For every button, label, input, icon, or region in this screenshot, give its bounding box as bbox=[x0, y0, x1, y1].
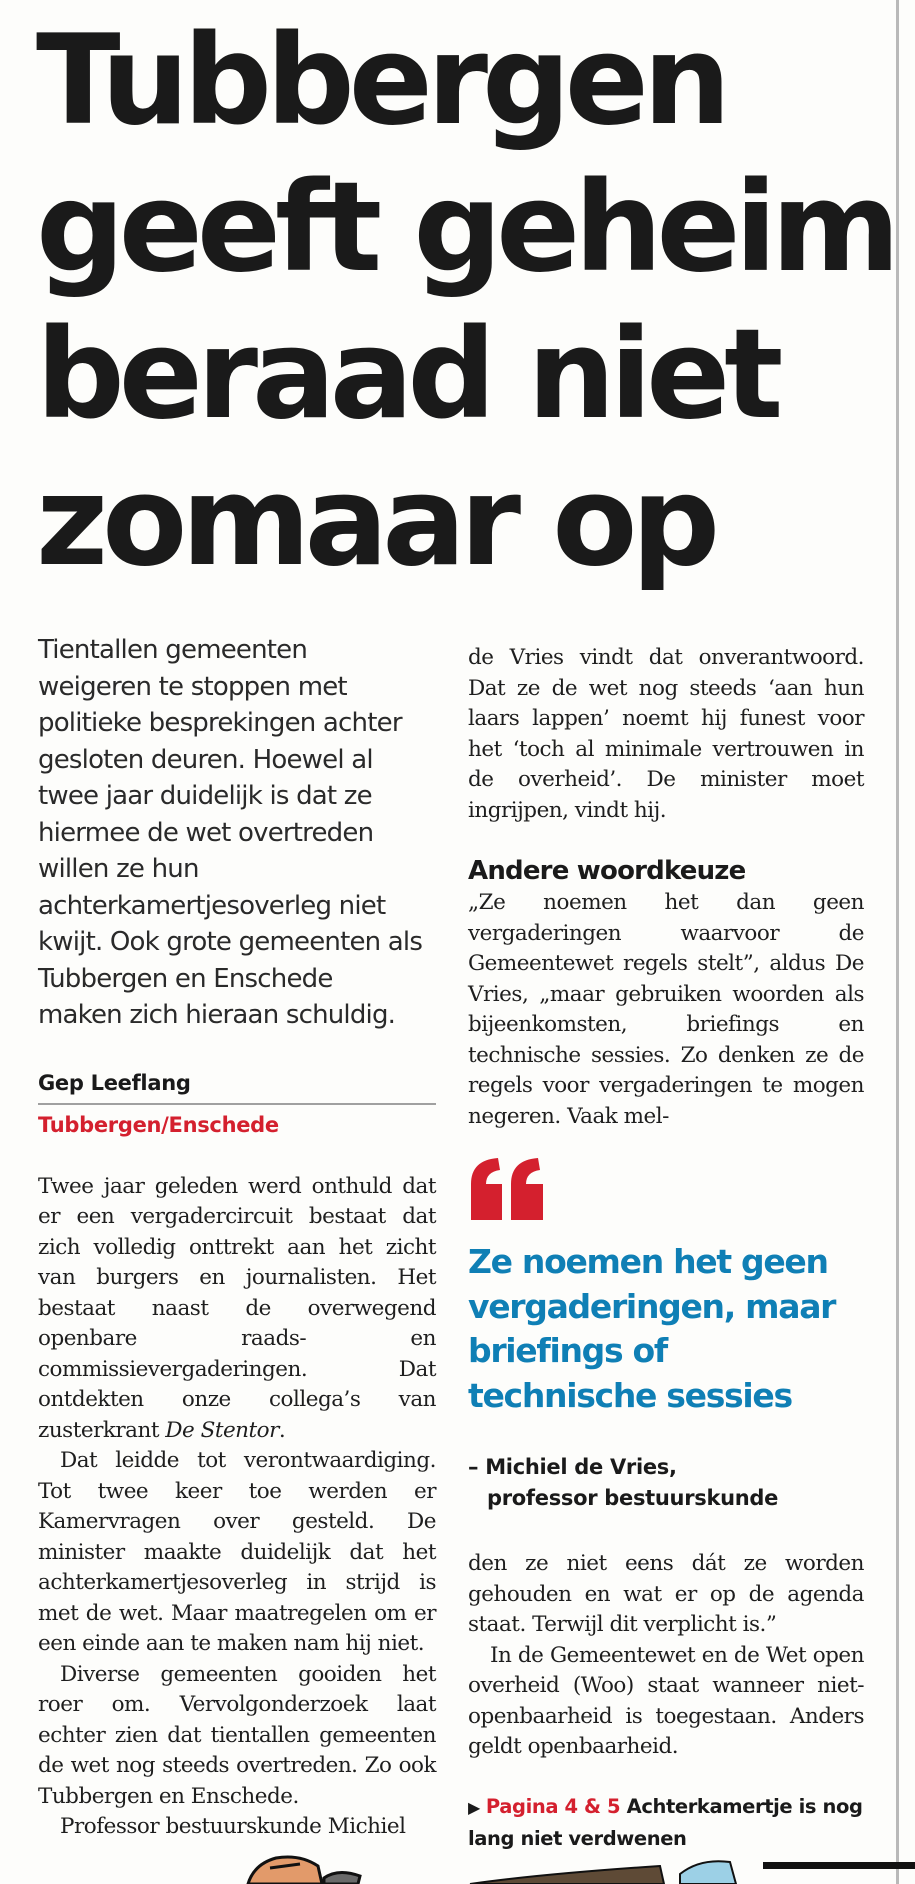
headline-line: beraad niet bbox=[36, 303, 778, 447]
headline-line: Tubbergen bbox=[36, 9, 726, 153]
intro-line: willen ze hun bbox=[38, 854, 199, 884]
newspaper-name: De Stentor bbox=[165, 1417, 279, 1443]
location-tag: Tubbergen/Enschede bbox=[38, 1112, 279, 1137]
pull-quote-line: Ze noemen het geen bbox=[468, 1242, 828, 1281]
pull-quote-line: vergaderingen, maar bbox=[468, 1286, 836, 1326]
body-paragraph: In de Gemeentewet en de Wet open overheid (Woo) staat wanneer niet-openbaarheid is toegestaan. Anders geldt openbaarheid. bbox=[468, 1642, 864, 1759]
attribution-role: professor bestuurskunde bbox=[487, 1486, 779, 1510]
quote-mark-icon bbox=[468, 1158, 546, 1222]
body-paragraph: den ze niet eens dát ze worden gehouden en wat er op de agenda staat. Terwijl dit verplicht is.” bbox=[468, 1551, 864, 1637]
pull-quote-line: briefings of bbox=[468, 1331, 667, 1370]
byline-divider bbox=[38, 1103, 436, 1105]
intro-line: kwijt. Ook grote gemeenten als bbox=[38, 927, 423, 957]
body-paragraph: Dat leidde tot verontwaardiging. Tot twee keer toe werden er Kamervragen over gesteld. De minister maakte duidelijk dat het achterkamertjesoverleg in strijd is met de wet. Maar maatregelen om er een einde aan te maken nam hij niet. bbox=[38, 1448, 436, 1656]
cartoon-illustration-fragment bbox=[240, 1848, 760, 1884]
body-paragraph: de Vries vindt dat onverantwoord. Dat ze de wet nog steeds ‘aan hun laars lappen’ noemt hij funest voor het ‘toch al minimale vertrouwen in de overheid’. De minister moet ingrijpen, vindt hij. bbox=[468, 645, 864, 823]
headline-line: geeft geheim bbox=[36, 156, 895, 300]
arrow-right-icon: ▶ bbox=[468, 1797, 480, 1817]
intro-line: hiermee de wet overtreden bbox=[38, 817, 374, 848]
pull-quote-line: technische sessies bbox=[468, 1375, 792, 1415]
author-byline: Gep Leeflang bbox=[38, 1070, 191, 1095]
subheading: Andere woordkeuze bbox=[468, 856, 746, 886]
intro-line: Tientallen gemeenten bbox=[38, 635, 308, 665]
teaser-text: Achterkamertje is nog lang niet verdwenen bbox=[468, 1794, 863, 1850]
body-text-left bbox=[38, 1172, 436, 1843]
paragraph-text: . bbox=[278, 1417, 286, 1443]
attribution-name: – Michiel de Vries, bbox=[468, 1455, 677, 1479]
page-reference-teaser[interactable] bbox=[468, 1791, 864, 1854]
body-paragraph: Professor bestuurskunde Michiel bbox=[60, 1814, 406, 1839]
pull-quote-block bbox=[468, 1158, 864, 1514]
intro-line: gesloten deuren. Hoewel al bbox=[38, 744, 373, 775]
intro-line: achterkamertjesoverleg niet bbox=[38, 890, 386, 921]
right-column bbox=[468, 643, 864, 1854]
left-column bbox=[38, 632, 436, 1843]
quote-attribution bbox=[468, 1452, 864, 1514]
page-footer-bar bbox=[763, 1862, 915, 1869]
body-paragraph: „Ze noemen het dan geen vergaderingen waarvoor de Gemeentewet regels stelt”, aldus De Vries, „maar gebruiken woorden als bijeenkomsten, briefings en technische sessies. Zo denken ze de regels voor vergaderingen te mogen negeren. Vaak mel- bbox=[468, 890, 864, 1129]
intro-line: Tubbergen en Enschede bbox=[38, 963, 333, 994]
intro-text bbox=[38, 632, 436, 1034]
teaser-page-number: Pagina 4 & 5 bbox=[485, 1794, 621, 1818]
body-paragraph bbox=[38, 1172, 436, 1447]
intro-line: maken zich hieraan schuldig. bbox=[38, 1000, 396, 1030]
intro-line: politieke besprekingen achter bbox=[38, 708, 402, 738]
body-text-right-top bbox=[468, 643, 864, 826]
page-edge-rule bbox=[896, 0, 899, 1884]
headline-line: zomaar op bbox=[36, 450, 715, 594]
paragraph-text: Twee jaar geleden werd onthuld dat er een vergadercircuit bestaat dat zich volledig onttrekt aan het zicht van burgers en journalisten. Het bestaat naast de overwegend openbare raads- en commissievergaderingen. Dat ontdekten onze collega’s van zusterkrant bbox=[38, 1173, 436, 1443]
body-text-right-middle bbox=[468, 888, 864, 1132]
headline bbox=[36, 8, 896, 596]
pull-quote-text bbox=[468, 1240, 864, 1418]
intro-line: weigeren te stoppen met bbox=[38, 671, 347, 702]
body-text-right-bottom bbox=[468, 1549, 864, 1763]
intro-line: twee jaar duidelijk is dat ze bbox=[38, 781, 372, 811]
body-paragraph: Diverse gemeenten gooiden het roer om. Vervolgonderzoek laat echter zien dat tientallen gemeenten de wet nog steeds overtreden. Zo ook Tubbergen en Enschede. bbox=[38, 1661, 436, 1809]
